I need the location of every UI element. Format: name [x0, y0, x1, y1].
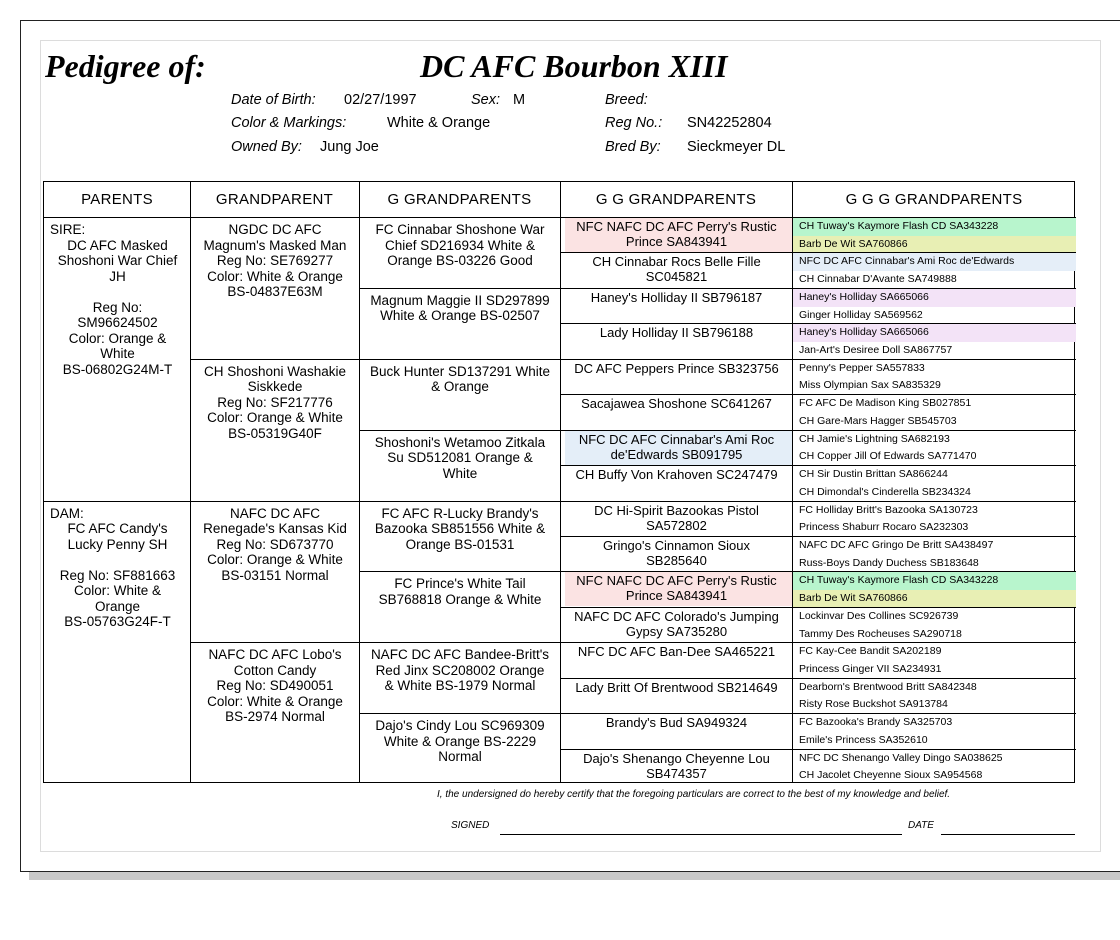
row-divider	[792, 465, 1076, 466]
row-divider	[560, 323, 792, 324]
pedigree-line: NFC NAFC DC AFC Perry's Rustic	[576, 573, 777, 589]
gg-grandparent-cell	[561, 324, 792, 358]
row-divider	[560, 749, 792, 750]
pedigree-label: Pedigree of:	[45, 48, 206, 84]
row-divider	[560, 713, 792, 714]
gg-grandparent-cell	[561, 750, 792, 784]
pedigree-line: FC AFC Candy's	[67, 521, 168, 536]
pedigree-line: de'Edwards SB091795	[610, 446, 743, 462]
pedigree-line: Shoshoni War Chief	[57, 253, 178, 268]
row-divider	[359, 501, 560, 502]
row-divider	[792, 571, 1076, 572]
dog-name: DC AFC Bourbon XIII	[420, 48, 728, 84]
pedigree-line: Color: White &	[73, 583, 162, 598]
pedigree-line: Siskkede	[247, 379, 303, 395]
g-grandparent-cell	[360, 218, 560, 288]
date-line	[941, 834, 1075, 835]
row-divider	[560, 252, 792, 253]
pedigree-line: DC AFC Masked	[67, 237, 168, 253]
row-divider	[792, 501, 1076, 502]
g-grandparent-cell	[360, 289, 560, 359]
ggg-grandparent-line: Princess Ginger VII SA234931	[799, 662, 942, 675]
ggg-grandparent-line: NFC DC AFC Cinnabar's Ami Roc de'Edwards	[793, 253, 1076, 271]
g-grandparent-cell	[360, 643, 560, 713]
row-divider	[190, 501, 359, 502]
ggg-grandparent-line: FC Bazooka's Brandy SA325703	[799, 716, 953, 729]
row-divider	[792, 678, 1076, 679]
pedigree-line: Prince SA843941	[625, 588, 728, 604]
pedigree-line: White	[100, 346, 135, 361]
row-divider	[560, 465, 792, 466]
g-grandparent-cell	[360, 572, 560, 642]
gg-grandparent-cell	[561, 502, 792, 536]
row-divider	[44, 501, 190, 502]
pedigree-table	[43, 181, 1075, 783]
pedigree-line: SB285640	[646, 552, 707, 568]
pedigree-line: Dajo's Cindy Lou SC969309	[375, 718, 545, 734]
ggg-grandparent-line: CH Dimondal's Cinderella SB234324	[799, 485, 971, 498]
color-value: White & Orange	[387, 115, 491, 131]
gg-grandparent-cell	[561, 466, 792, 500]
gg-grandparent-cell	[561, 714, 792, 748]
pedigree-line: Lucky Penny SH	[67, 536, 168, 552]
ggg-grandparent-line: Russ-Boys Dandy Duchess SB183648	[799, 556, 979, 569]
pedigree-line: SIRE:	[50, 222, 86, 237]
ggg-grandparent-line: Jan-Art's Desiree Doll SA867757	[799, 344, 953, 357]
pedigree-line: Dajo's Shenango Cheyenne Lou	[583, 750, 770, 766]
breeder-label: Bred By:	[605, 139, 661, 155]
row-divider	[359, 288, 560, 289]
row-divider	[359, 430, 560, 431]
row-divider	[359, 571, 560, 572]
gg-grandparent-cell	[561, 679, 792, 713]
pedigree-line: Lady Holliday II SB796188	[599, 325, 754, 341]
ggg-grandparent-line: CH Jacolet Cheyenne Sioux SA954568	[799, 769, 983, 782]
pedigree-line: BS-06802G24M-T	[62, 361, 173, 377]
pedigree-line: Buck Hunter SD137291 White	[369, 363, 551, 379]
pedigree-line: DC Hi-Spirit Bazookas Pistol	[594, 502, 759, 518]
gg-grandparent-cell	[561, 572, 792, 606]
pedigree-line: Prince SA843941	[625, 234, 728, 249]
color-label: Color & Markings:	[231, 115, 347, 131]
row-divider	[190, 642, 359, 643]
column-header: PARENTS	[81, 191, 153, 208]
pedigree-line: NAFC DC AFC	[229, 505, 320, 521]
dob-value: 02/27/1997	[344, 92, 417, 108]
pedigree-line: SB474357	[646, 765, 707, 781]
ggg-grandparent-line: FC Kay-Cee Bandit SA202189	[799, 645, 942, 658]
pedigree-line: NFC DC AFC Ban-Dee SA465221	[577, 644, 776, 660]
pedigree-line: White & Orange BS-02507	[380, 308, 540, 324]
row-divider	[792, 713, 1076, 714]
row-divider	[560, 642, 792, 643]
row-divider	[560, 394, 792, 395]
pedigree-line: Cotton Candy	[233, 662, 317, 678]
pedigree-line: DC AFC Peppers Prince SB323756	[574, 360, 779, 376]
pedigree-line: Gypsy SA735280	[625, 623, 728, 639]
pedigree-line: SM96624502	[77, 315, 158, 330]
ggg-grandparent-line: Princess Shaburr Rocaro SA232303	[799, 521, 969, 534]
pedigree-line: White	[442, 465, 478, 481]
pedigree-line: Reg No: SF881663	[59, 567, 176, 583]
pedigree-line: Brandy's Bud SA949324	[605, 715, 748, 731]
pedigree-line: Magnum Maggie II SD297899	[370, 292, 550, 308]
row-divider	[792, 607, 1076, 608]
ggg-grandparent-line: Haney's Holliday SA665066	[793, 324, 1076, 342]
ggg-grandparent-line: CH Tuway's Kaymore Flash CD SA343228	[793, 572, 1076, 590]
pedigree-line: CH Shoshoni Washakie	[203, 363, 347, 379]
pedigree-line	[51, 552, 184, 568]
gg-grandparent-cell	[561, 289, 792, 323]
pedigree-line: Sacajawea Shoshone SC641267	[581, 396, 772, 412]
ggg-grandparent-line: Miss Olympian Sax SA835329	[799, 379, 941, 392]
pedigree-line: Su SD512081 Orange &	[387, 450, 533, 466]
pedigree-line: Reg No: SD673770	[216, 536, 334, 552]
pedigree-line: Orange BS-03226 Good	[387, 253, 533, 268]
pedigree-line: NFC DC AFC Cinnabar's Ami Roc	[578, 431, 775, 447]
ggg-grandparent-line: NFC DC Shenango Valley Dingo SA038625	[799, 751, 1003, 764]
pedigree-line: Red Jinx SC208002 Orange	[375, 662, 545, 678]
grandparent-cell	[191, 502, 359, 643]
pedigree-line: SC045821	[645, 269, 708, 285]
pedigree-line: Color: White & Orange	[207, 268, 343, 284]
ggg-grandparent-line: CH Gare-Mars Hagger SB545703	[799, 414, 957, 427]
pedigree-line: FC Prince's White Tail	[394, 576, 526, 592]
row-divider	[792, 749, 1076, 750]
ggg-grandparent-line: Ginger Holliday SA569562	[799, 308, 923, 321]
reg-value: SN42252804	[687, 115, 772, 131]
pedigree-line: & Orange	[431, 379, 489, 395]
ggg-grandparent-line: Dearborn's Brentwood Britt SA842348	[799, 680, 977, 693]
column-header: GRANDPARENT	[215, 191, 334, 208]
ggg-grandparent-line: Haney's Holliday SA665066	[793, 289, 1076, 307]
column-header: G GRANDPARENTS	[387, 191, 532, 208]
gg-grandparent-cell	[561, 395, 792, 429]
ggg-grandparent-line: Tammy Des Rocheuses SA290718	[799, 627, 962, 640]
grandparent-cell	[191, 643, 359, 784]
pedigree-line: Reg No:	[92, 299, 143, 315]
pedigree-line: DAM:	[50, 505, 84, 521]
gg-grandparent-cell	[561, 537, 792, 571]
row-divider	[560, 571, 792, 572]
parent-cell	[45, 218, 190, 501]
certification-text: I, the undersigned do hereby certify that the foregoing particulars are correct to the best of my knowledge and belief.	[437, 789, 951, 800]
g-grandparent-cell	[360, 714, 560, 784]
breeder-value: Sieckmeyer DL	[687, 139, 786, 155]
row-divider	[359, 642, 560, 643]
pedigree-line: Reg No: SD490051	[216, 678, 334, 694]
ggg-grandparent-line: Risty Rose Buckshot SA913784	[799, 698, 948, 711]
ggg-grandparent-line: Barb De Wit SA760866	[793, 236, 1076, 254]
pedigree-line: Color: Orange &	[68, 330, 167, 346]
pedigree-line: Bazooka SB851556 White &	[374, 521, 546, 536]
signature-line	[500, 834, 902, 835]
pedigree-line: NAFC DC AFC Bandee-Britt's	[370, 647, 550, 663]
pedigree-line	[51, 284, 184, 300]
row-divider	[359, 359, 560, 360]
ggg-grandparent-line: FC Holliday Britt's Bazooka SA130723	[799, 503, 978, 516]
ggg-grandparent-line: CH Cinnabar D'Avante SA749888	[799, 273, 957, 286]
ggg-grandparent-line: Emile's Princess SA352610	[799, 733, 928, 746]
row-divider	[792, 252, 1076, 253]
ggg-grandparent-line: Barb De Wit SA760866	[793, 590, 1076, 608]
row-divider	[560, 536, 792, 537]
pedigree-line: SA572802	[646, 517, 707, 533]
column-header: G G GRANDPARENTS	[595, 191, 757, 208]
pedigree-line: Reg No: SE769277	[216, 253, 334, 268]
row-divider	[560, 607, 792, 608]
breed-label: Breed:	[605, 92, 648, 108]
gg-grandparent-cell	[561, 431, 792, 465]
ggg-grandparent-line: CH Tuway's Kaymore Flash CD SA343228	[793, 218, 1076, 236]
row-divider	[792, 536, 1076, 537]
row-divider	[359, 713, 560, 714]
pedigree-line: BS-04837E63M	[227, 284, 323, 299]
pedigree-line: FC Cinnabar Shoshone War	[375, 222, 545, 237]
pedigree-line: BS-2974 Normal	[225, 709, 325, 725]
row-divider	[560, 430, 792, 431]
pedigree-line: Magnum's Masked Man	[203, 237, 347, 253]
row-divider	[560, 678, 792, 679]
ggg-grandparent-line: CH Sir Dustin Brittan SA866244	[799, 468, 948, 481]
pedigree-line: Color: Orange & White	[207, 552, 343, 567]
pedigree-line: CH Cinnabar Rocs Belle Fille	[592, 254, 761, 270]
pedigree-line: FC AFC R-Lucky Brandy's	[381, 505, 539, 521]
grandparent-cell	[191, 360, 359, 501]
pedigree-line: SB768818 Orange & White	[378, 591, 542, 607]
pedigree-line: JH	[109, 268, 126, 284]
g-grandparent-cell	[360, 502, 560, 572]
reg-label: Reg No.:	[605, 115, 663, 131]
row-divider	[190, 359, 359, 360]
signed-label: SIGNED	[451, 820, 490, 831]
parent-cell	[45, 502, 190, 785]
gg-grandparent-cell	[561, 360, 792, 394]
pedigree-line: CH Buffy Von Krahoven SC247479	[575, 467, 778, 483]
pedigree-line: Color: Orange & White	[207, 410, 343, 426]
pedigree-line: Renegade's Kansas Kid	[203, 521, 347, 536]
pedigree-line: Shoshoni's Wetamoo Zitkala	[374, 434, 546, 450]
column-header: G G G GRANDPARENTS	[845, 191, 1023, 208]
pedigree-line: Orange BS-01531	[405, 536, 515, 552]
pedigree-line: Color: White & Orange	[207, 693, 343, 709]
row-divider	[792, 323, 1076, 324]
row-divider	[792, 642, 1076, 643]
pedigree-line: NGDC DC AFC	[228, 222, 322, 237]
pedigree-line: BS-05319G40F	[228, 425, 322, 441]
gg-grandparent-cell	[561, 608, 792, 642]
owner-value: Jung Joe	[320, 139, 379, 155]
sex-value: M	[513, 92, 526, 108]
dob-label: Date of Birth:	[231, 92, 316, 108]
ggg-grandparent-line: FC AFC De Madison King SB027851	[799, 397, 972, 410]
pedigree-line: Normal	[438, 749, 482, 765]
ggg-grandparent-line: Lockinvar Des Collines SC926739	[799, 609, 959, 622]
pedigree-line: NAFC DC AFC Colorado's Jumping	[574, 608, 779, 624]
row-divider	[560, 359, 792, 360]
gg-grandparent-cell	[561, 218, 792, 252]
sex-label: Sex:	[471, 92, 501, 108]
grandparent-cell	[191, 218, 359, 359]
owner-label: Owned By:	[231, 139, 302, 155]
pedigree-line: BS-05763G24F-T	[64, 614, 171, 629]
pedigree-line: Lady Britt Of Brentwood SB214649	[575, 679, 778, 695]
row-divider	[792, 430, 1076, 431]
g-grandparent-cell	[360, 360, 560, 430]
pedigree-line: Reg No: SF217776	[217, 394, 333, 410]
date-label: DATE	[908, 820, 934, 831]
ggg-grandparent-line: Penny's Pepper SA557833	[799, 361, 925, 374]
pedigree-line: Haney's Holliday II SB796187	[590, 289, 763, 305]
pedigree-line: NAFC DC AFC Lobo's	[208, 647, 342, 663]
ggg-grandparent-line: CH Jamie's Lightning SA682193	[799, 432, 950, 445]
row-divider	[792, 394, 1076, 395]
g-grandparent-cell	[360, 431, 560, 501]
row-divider	[560, 288, 792, 289]
ggg-grandparent-line: NAFC DC AFC Gringo De Britt SA438497	[799, 538, 994, 551]
row-divider	[792, 359, 1076, 360]
pedigree-line: NFC NAFC DC AFC Perry's Rustic	[576, 219, 777, 234]
ggg-grandparent-line: CH Copper Jill Of Edwards SA771470	[799, 450, 977, 463]
row-divider	[792, 288, 1076, 289]
pedigree-line: Orange	[94, 598, 141, 614]
pedigree-line: BS-03151 Normal	[221, 567, 329, 583]
pedigree-line: & White BS-1979 Normal	[384, 678, 536, 694]
pedigree-line: White & Orange BS-2229	[383, 733, 537, 749]
pedigree-line: Gringo's Cinnamon Sioux	[603, 537, 750, 553]
pedigree-line: Chief SD216934 White &	[384, 237, 536, 253]
row-divider	[560, 501, 792, 502]
gg-grandparent-cell	[561, 643, 792, 677]
gg-grandparent-cell	[561, 253, 792, 287]
